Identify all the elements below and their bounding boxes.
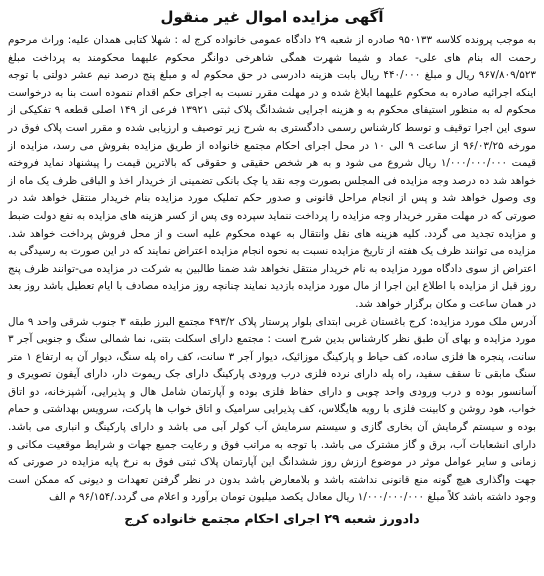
notice-signature: دادورز شعبه ۲۹ اجرای احکام مجتمع خانواده کرج [124, 511, 420, 527]
notice-body-paragraph-2: آدرس ملک مورد مزایده: کرج باغستان غربی ابتدای بلوار پرستار پلاک ۴۹۳/۲ مجتمع البرز طبقه ۳ جنوب شرقی واحد ۹ مال مورد مزایده و بهای آن طبق نظر کارشناس بدین شرح است : مجتمع دارای اسکلت بتنی، نما شمالی سنگ و جنوبی آجر ۳ سانت، پنجره ها فلزی ساده، کف حیاط و پارکینگ موزائیک، دیوار آجر ۳ سانت، کف راه پله سنگ، دیوار آن به ارتفاع ۱ متر سنگ مابقی تا سقف سفید، راه پله دارای نرده فلزی درب ورودی پارکینگ دارای جک ریموت دار، دارای آیفون تصویری و آسانسور بوده و درب ورودی واحد چوبی و دارای حفاظ فلزی بوده و آپارتمان شامل هال و پذیرایی، آشپزخانه، دو اتاق خواب، هود روشن و کابینت فلزی با رویه هایگلاس، کف پذیرایی سرامیک و اتاق خواب ها پارکت، سرویس بهداشتی و حمام بوده و سیستم گرمایش آن بخاری گازی و سیستم سرمایش آب کولر آبی می باشد و دارای پارکینگ و انباری می باشد. دارای انشعابات آب، برق و گاز مشترک می باشد. با توجه به مراتب فوق و رعایت جمیع جهات و شرایط موقعیت مکانی و زمانی و سایر عوامل موثر در موضوع ارزش روز ششدانگ این آپارتمان پلاک ثبتی فوق به نرخ پایه مزایده در صورتی که جهت واگذاری هیچ گونه منع قانونی نداشته باشد و بلامعارض باشد بدون در نظر گرفتن تعهدات و دیونی که ممکن است وجود داشته باشد کلاً مبلغ ۱/۰۰۰/۰۰۰/۰۰۰ ریال معادل یکصد میلیون تومان برآورد و اعلام می گردد./۹۶/۱۵۴ م الف [8, 315, 536, 504]
notice-title: آگهی مزایده اموال غیر منقول [160, 8, 384, 26]
notice-body-paragraph-1: به موجب پرونده کلاسه ۹۵۰۱۳۳ صادره از شعبه ۲۹ دادگاه عمومی خانواده کرج له : شهلا کتابی همدان علیه: وراث مرحوم رحمت اله بنام های علی- عماد و شیما شهرت همگی شاهرخی دوانگر محکوم علیهما محکومند به پرداخت مبلغ ۹۶۷/۸۰۹/۵۲۳ ریال و مبلغ ۴۴۰/۰۰۰ ریال بابت هزینه دادرسی در حق محکوم له و مبلغ پنج درصد نیم عشر دولتی با توجه اینکه اجرائیه صادره به محکوم علیهما ابلاغ شده و در مهلت مقرر نسبت به اجرای حکم اقدام ننموده است بنا به درخواست محکوم له به منظور استیفای محکوم به و هزینه اجرایی ششدانگ پلاک ثبتی ۱۳۹۲۱ فرعی از ۱۴۹ اصلی قطعه ۹ تفکیکی از سوی این اجرا توقیف و توسط کارشناس رسمی دادگستری به شرح زیر توصیف و ارزیابی شده و مقرر است پلاک فوق در مورخه ۹۶/۰۳/۲۵ از ساعت ۹ الی ۱۰ در محل اجرای احکام مجتمع خانواده از طریق مزایده بفروش می رسد، مزایده از قیمت ۱/۰۰۰/۰۰۰/۰۰۰ ریال شروع می شود و به هر شخص حقیقی و حقوقی که بالاترین قیمت را پیشنهاد نماید فروخته خواهد شد ده درصد وجه مزایده فی المجلس بصورت وجه نقد یا چک بانکی تضمینی از خریدار اخذ و الباقی ظرف یک ماه از وی وصول خواهد شد و پس از انجام مراحل قانونی و صدور حکم تملیک مورد مزایده بنام خریدار منتقل خواهد شد در صورتی که در مهلت مقرر خریدار وجه مزایده را پرداخت ننماید سپرده وی پس از کسر هزینه های مزایده به نفع دولت ضبط و مزایده تجدید می گردد. کلیه هزینه های نقل وانتقال به عهده محکوم علیه است و از محل فروش پرداخت خواهد شد. مزایده می توانند ظرف یک هفته از تاریخ مزایده نسبت به نحوه انجام مزایده اعتراض نمایند که در این صورت به رسیدگی به اعتراض از سوی دادگاه مورد مزایده به نام خریدار منتقل نخواهد شد ضمنا طالبین به شرکت در مزایده می-توانند ظرف پنج روز قبل از مزایده با اطلاع این اجرا از مال مورد مزایده بازدید نمایند چنانچه روز مزایده مصادف با ایام تعطیل باشد روز بعد در همان ساعت و مکان برگزار خواهد شد. [8, 34, 537, 310]
